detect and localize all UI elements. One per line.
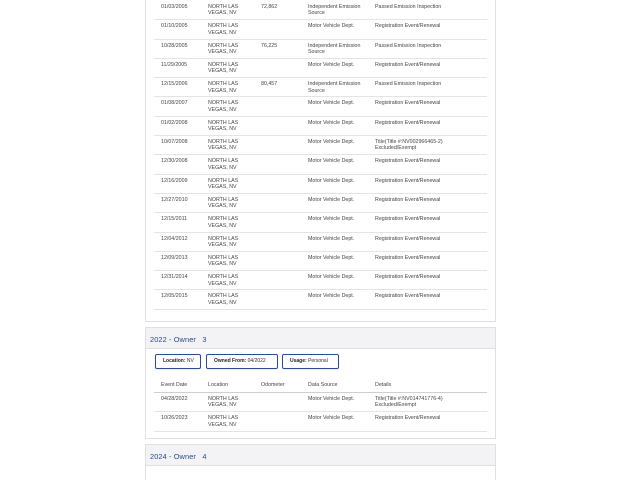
- location-cell: NORTH LAS VEGAS, NV: [208, 235, 239, 248]
- event-date-cell: 01/10/2005: [161, 23, 188, 30]
- details-cell: Passed Emission Inspection: [375, 81, 442, 88]
- location-chip: [155, 354, 201, 369]
- location-cell: NORTH LAS VEGAS, NV: [208, 61, 239, 75]
- data-source-cell: Independent Emission Source: [308, 4, 361, 17]
- details-cell: Registration Event/Renewal: [375, 100, 441, 107]
- event-date-cell: 01/08/2007: [161, 100, 188, 107]
- details-cell: Registration Event/Renewal: [375, 61, 441, 68]
- table-row: [154, 213, 487, 232]
- data-source-cell: Motor Vehicle Dept.: [308, 254, 355, 261]
- owner-3-history-card: [145, 349, 496, 439]
- owner-4-section-header[interactable]: [145, 444, 496, 466]
- table-row: [154, 97, 487, 116]
- data-source-cell: Motor Vehicle Dept.: [308, 139, 355, 146]
- history-table: [154, 1, 487, 310]
- data-source-cell: Motor Vehicle Dept.: [308, 119, 355, 126]
- details-cell: Registration Event/Renewal: [375, 177, 441, 184]
- usage-chip: [282, 354, 339, 369]
- location-cell: NORTH LAS VEGAS, NV: [208, 119, 239, 133]
- data-source-cell: Motor Vehicle Dept.: [308, 100, 355, 107]
- details-cell: Registration Event/Renewal: [375, 119, 441, 126]
- odometer-cell: 72,862: [261, 4, 278, 10]
- table-row: [154, 233, 487, 252]
- table-row: [154, 117, 487, 136]
- table-row: [154, 252, 487, 271]
- location-cell: NORTH LAS VEGAS, NV: [208, 139, 239, 152]
- details-cell: Registration Event/Renewal: [375, 158, 441, 165]
- location-cell: NORTH LAS VEGAS, NV: [208, 42, 239, 55]
- owner-3-table: [154, 377, 487, 432]
- details-cell: Registration Event/Renewal: [375, 196, 441, 203]
- location-chip-value: NV: [186, 358, 194, 364]
- details-cell: Registration Event/Renewal: [375, 293, 441, 300]
- owner-4-history-card: [145, 466, 496, 480]
- data-source-cell: Independent Emission Source: [308, 81, 361, 94]
- table-row: [154, 412, 487, 431]
- table-row: [154, 59, 487, 78]
- data-source-cell: Motor Vehicle Dept.: [308, 415, 355, 422]
- data-source-cell: Motor Vehicle Dept.: [308, 235, 355, 242]
- data-source-cell: Motor Vehicle Dept.: [308, 158, 355, 165]
- event-date-cell: 01/03/2005: [161, 4, 188, 10]
- details-cell: Registration Event/Renewal: [375, 274, 441, 281]
- data-source-cell: Motor Vehicle Dept.: [308, 23, 355, 30]
- location-cell: NORTH LAS VEGAS, NV: [208, 100, 239, 113]
- event-date-cell: 12/05/2015: [161, 293, 188, 300]
- header-event-date: Event Date: [161, 382, 188, 388]
- event-date-cell: 01/02/2008: [161, 119, 188, 126]
- location-cell: NORTH LAS VEGAS, NV: [208, 81, 239, 94]
- table-row: [154, 78, 487, 97]
- owned-from-chip-label: Owned From:: [214, 358, 247, 364]
- usage-chip-value: Personal: [308, 358, 328, 364]
- details-cell: Registration Event/Renewal: [375, 415, 441, 422]
- event-date-cell: 12/31/2014: [161, 274, 188, 281]
- header-details: Details: [375, 382, 392, 388]
- table-row: [154, 271, 487, 290]
- data-source-cell: Motor Vehicle Dept.: [308, 274, 355, 281]
- location-cell: NORTH LAS VEGAS, NV: [208, 216, 239, 229]
- event-date-cell: 11/29/2005: [161, 61, 188, 68]
- table-row: [154, 290, 487, 309]
- location-cell: NORTH LAS VEGAS, NV: [208, 23, 239, 36]
- event-date-cell: 12/30/2008: [161, 158, 188, 165]
- header-location: Location: [208, 382, 229, 388]
- table-row: [154, 155, 487, 174]
- data-source-cell: Motor Vehicle Dept.: [308, 293, 355, 300]
- owner-3-section-header[interactable]: [145, 327, 496, 349]
- location-cell: NORTH LAS VEGAS, NV: [208, 254, 239, 268]
- details-cell: Registration Event/Renewal: [375, 23, 441, 30]
- table-row: [154, 393, 487, 412]
- location-chip-label: Location:: [163, 358, 186, 364]
- data-source-cell: Motor Vehicle Dept.: [308, 396, 355, 402]
- event-date-cell: 04/28/2022: [161, 396, 188, 402]
- location-cell: NORTH LAS VEGAS, NV: [208, 196, 239, 210]
- header-data-source: Data Source: [308, 382, 338, 388]
- location-cell: NORTH LAS VEGAS, NV: [208, 4, 239, 17]
- location-cell: NORTH LAS VEGAS, NV: [208, 415, 239, 428]
- table-row: [154, 175, 487, 194]
- odometer-cell: 80,457: [261, 81, 278, 88]
- location-cell: NORTH LAS VEGAS, NV: [208, 396, 239, 409]
- event-date-cell: 12/15/2006: [161, 81, 188, 88]
- data-source-cell: Motor Vehicle Dept.: [308, 177, 355, 184]
- event-date-cell: 10/28/2005: [161, 42, 188, 49]
- location-cell: NORTH LAS VEGAS, NV: [208, 293, 239, 306]
- header-odometer: Odometer: [261, 382, 285, 388]
- event-date-cell: 12/27/2010: [161, 196, 188, 203]
- owner-4-title: 2024 - Owner 4: [150, 452, 207, 461]
- table-row: [154, 194, 487, 213]
- location-cell: NORTH LAS VEGAS, NV: [208, 177, 239, 191]
- owned-from-chip: [206, 354, 278, 369]
- event-date-cell: 12/16/2009: [161, 177, 188, 184]
- odometer-cell: 76,225: [261, 42, 278, 49]
- data-source-cell: Motor Vehicle Dept.: [308, 196, 355, 203]
- location-cell: NORTH LAS VEGAS, NV: [208, 158, 239, 171]
- table-row: [154, 20, 487, 39]
- event-date-cell: 10/26/2023: [161, 415, 188, 422]
- details-cell: Passed Emission Inspection: [375, 42, 442, 49]
- details-cell: Registration Event/Renewal: [375, 235, 441, 242]
- details-cell: Title(Title #:NV014741776-4) Excluded/Exempt: [375, 396, 443, 409]
- data-source-cell: Motor Vehicle Dept.: [308, 216, 355, 223]
- owner-3-title: 2022 - Owner 3: [150, 335, 207, 344]
- details-cell: Registration Event/Renewal: [375, 254, 441, 261]
- owner-2-history-card: [145, 0, 496, 322]
- details-cell: Registration Event/Renewal: [375, 216, 441, 223]
- usage-chip-label: Usage:: [290, 358, 307, 364]
- event-date-cell: 12/15/2011: [161, 216, 188, 223]
- location-cell: NORTH LAS VEGAS, NV: [208, 274, 239, 287]
- event-date-cell: 10/07/2008: [161, 139, 188, 146]
- details-cell: Passed Emission Inspection: [375, 4, 442, 10]
- owned-from-chip-value: 04/2022: [247, 358, 266, 364]
- details-cell: Title(Title #:NV002966465-2) Excluded/Exempt: [375, 139, 443, 152]
- data-source-cell: Independent Emission Source: [308, 42, 361, 55]
- event-date-cell: 12/04/2012: [161, 235, 188, 242]
- table-header: [154, 377, 487, 393]
- table-row: [154, 40, 487, 59]
- event-date-cell: 12/09/2013: [161, 254, 188, 261]
- data-source-cell: Motor Vehicle Dept.: [308, 61, 355, 68]
- table-row: [154, 136, 487, 155]
- table-row: [154, 1, 487, 20]
